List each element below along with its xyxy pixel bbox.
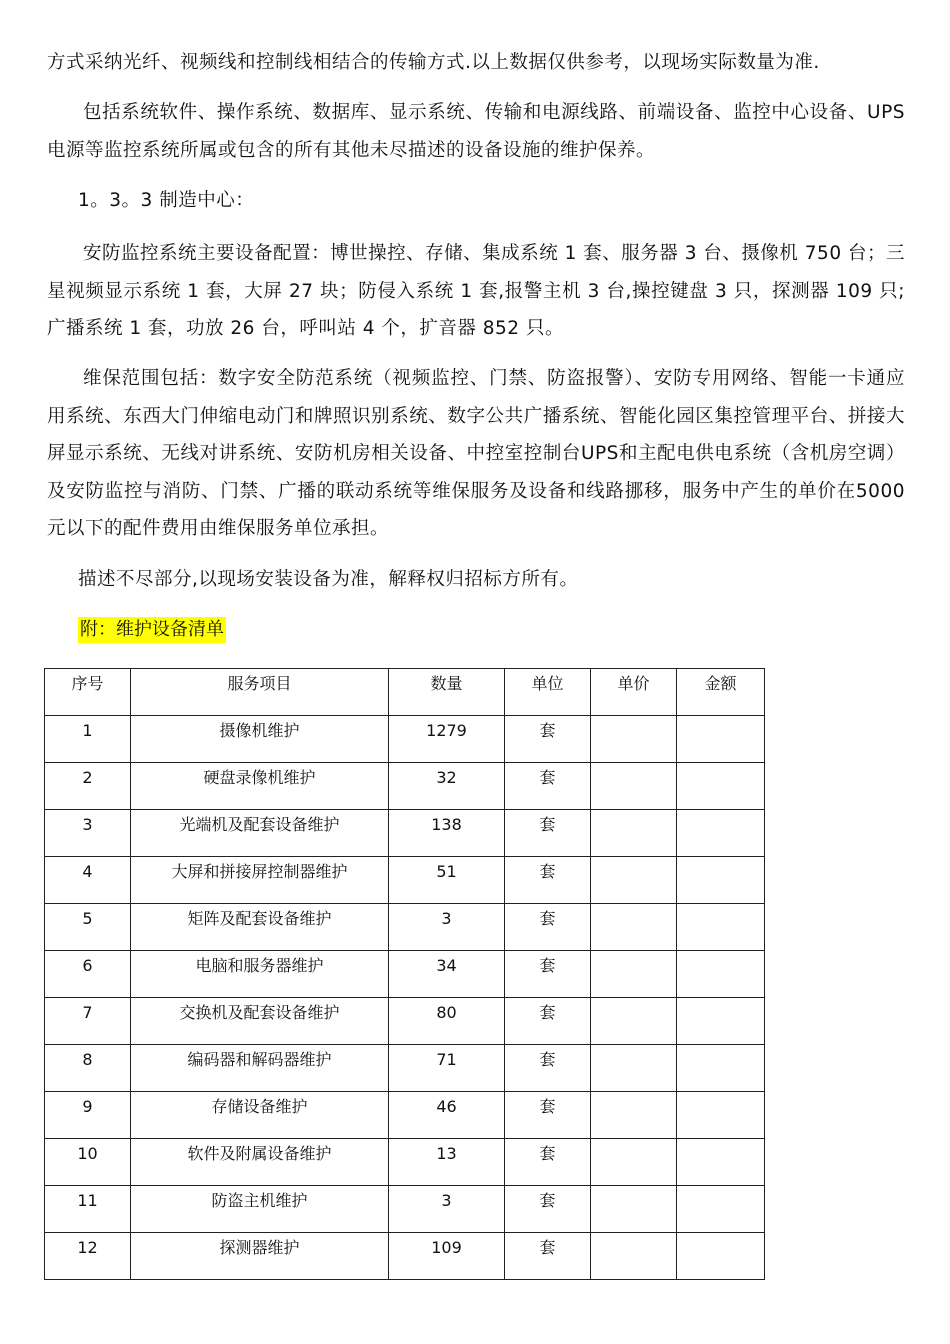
cell-no: 3 [45,810,131,857]
table-row [45,810,765,857]
table-row [45,1186,765,1233]
cell-amount [677,951,765,998]
table-row [45,857,765,904]
cell-amount [677,716,765,763]
cell-unit: 套 [505,810,591,857]
table-row [45,716,765,763]
paragraph-disclaimer: 描述不尽部分,以现场安装设备为准，解释权归招标方所有。 [78,569,579,590]
paragraph-maintenance-scope-general: 包括系统软件、操作系统、数据库、显示系统、传输和电源线路、前端设备、监控中心设备、UPS电源等监控系统所属或包含的所有其他未尽描述的设备设施的维护保养。 [47,102,905,161]
table-row [45,1233,765,1280]
cell-amount [677,1186,765,1233]
cell-no: 9 [45,1092,131,1139]
cell-amount [677,1045,765,1092]
cell-price [591,1186,677,1233]
cell-price [591,1045,677,1092]
cell-unit: 套 [505,857,591,904]
cell-price [591,904,677,951]
cell-unit: 套 [505,1139,591,1186]
cell-no: 4 [45,857,131,904]
cell-price [591,951,677,998]
cell-qty: 3 [389,904,505,951]
cell-item: 存储设备维护 [131,1092,389,1139]
cell-item: 交换机及配套设备维护 [131,998,389,1045]
cell-price [591,763,677,810]
table-row [45,904,765,951]
cell-amount [677,763,765,810]
cell-item: 光端机及配套设备维护 [131,810,389,857]
cell-no: 11 [45,1186,131,1233]
cell-no: 5 [45,904,131,951]
cell-no: 12 [45,1233,131,1280]
table-row [45,1139,765,1186]
cell-qty: 34 [389,951,505,998]
cell-item: 防盗主机维护 [131,1186,389,1233]
cell-amount [677,998,765,1045]
cell-amount [677,1233,765,1280]
cell-qty: 3 [389,1186,505,1233]
table-row [45,1045,765,1092]
cell-unit: 套 [505,1092,591,1139]
cell-unit: 套 [505,716,591,763]
paragraph-maintenance-scope: 维保范围包括：数字安全防范系统（视频监控、门禁、防盗报警）、安防专用网络、智能一卡通应用系统、东西大门伸缩电动门和牌照识别系统、数字公共广播系统、智能化园区集控管理平台、拼接大屏显示系统、无线对讲系统、安防机房相关设备、中控室控制台UPS和主配电供电系统（含机房空调）及安防监控与消防、门禁、广播的联动系统等维保服务及设备和线路挪移，服务中产生的单价在5000元以下的配件费用由维保服务单位承担。 [47,368,905,539]
cell-qty: 13 [389,1139,505,1186]
cell-qty: 71 [389,1045,505,1092]
header-item: 服务项目 [131,669,389,716]
table-row [45,998,765,1045]
cell-qty: 1279 [389,716,505,763]
equipment-table [44,668,765,1280]
header-price: 单价 [591,669,677,716]
cell-item: 软件及附属设备维护 [131,1139,389,1186]
cell-no: 6 [45,951,131,998]
table-row [45,1092,765,1139]
cell-price [591,810,677,857]
cell-unit: 套 [505,904,591,951]
header-qty: 数量 [389,669,505,716]
table-row [45,763,765,810]
cell-amount [677,1092,765,1139]
cell-qty: 32 [389,763,505,810]
header-unit: 单位 [505,669,591,716]
cell-amount [677,810,765,857]
cell-unit: 套 [505,1233,591,1280]
cell-qty: 46 [389,1092,505,1139]
cell-price [591,857,677,904]
cell-price [591,1233,677,1280]
cell-amount [677,904,765,951]
cell-price [591,1139,677,1186]
cell-unit: 套 [505,1045,591,1092]
paragraph-transmission: 方式采纳光纤、视频线和控制线相结合的传输方式.以上数据仅供参考，以现场实际数量为准. [47,52,820,73]
cell-qty: 80 [389,998,505,1045]
cell-unit: 套 [505,998,591,1045]
cell-item: 编码器和解码器维护 [131,1045,389,1092]
section-heading-manufacturing-center: 1。3。3 制造中心： [78,190,255,211]
appendix-title: 附：维护设备清单 [78,617,226,643]
cell-item: 矩阵及配套设备维护 [131,904,389,951]
cell-item: 硬盘录像机维护 [131,763,389,810]
header-amount: 金额 [677,669,765,716]
cell-item: 大屏和拼接屏控制器维护 [131,857,389,904]
table-row [45,951,765,998]
cell-amount [677,1139,765,1186]
paragraph-equipment-configuration: 安防监控系统主要设备配置：博世操控、存储、集成系统 1 套、服务器 3 台、摄像机 750 台；三星视频显示系统 1 套，大屏 27 块；防侵入系统 1 套,报警主机 3 台,操控键盘 3 只，探测器 109 只;广播系统 1 套，功放 26 台，呼叫站 4 个，扩音器 852 只。 [47,243,905,339]
cell-item: 摄像机维护 [131,716,389,763]
cell-item: 探测器维护 [131,1233,389,1280]
cell-qty: 138 [389,810,505,857]
table-header-row [45,669,765,716]
cell-qty: 51 [389,857,505,904]
cell-qty: 109 [389,1233,505,1280]
cell-no: 8 [45,1045,131,1092]
header-no: 序号 [45,669,131,716]
cell-amount [677,857,765,904]
cell-no: 10 [45,1139,131,1186]
cell-price [591,716,677,763]
cell-unit: 套 [505,951,591,998]
cell-price [591,998,677,1045]
cell-no: 1 [45,716,131,763]
cell-unit: 套 [505,763,591,810]
cell-no: 2 [45,763,131,810]
cell-unit: 套 [505,1186,591,1233]
cell-no: 7 [45,998,131,1045]
cell-price [591,1092,677,1139]
cell-item: 电脑和服务器维护 [131,951,389,998]
